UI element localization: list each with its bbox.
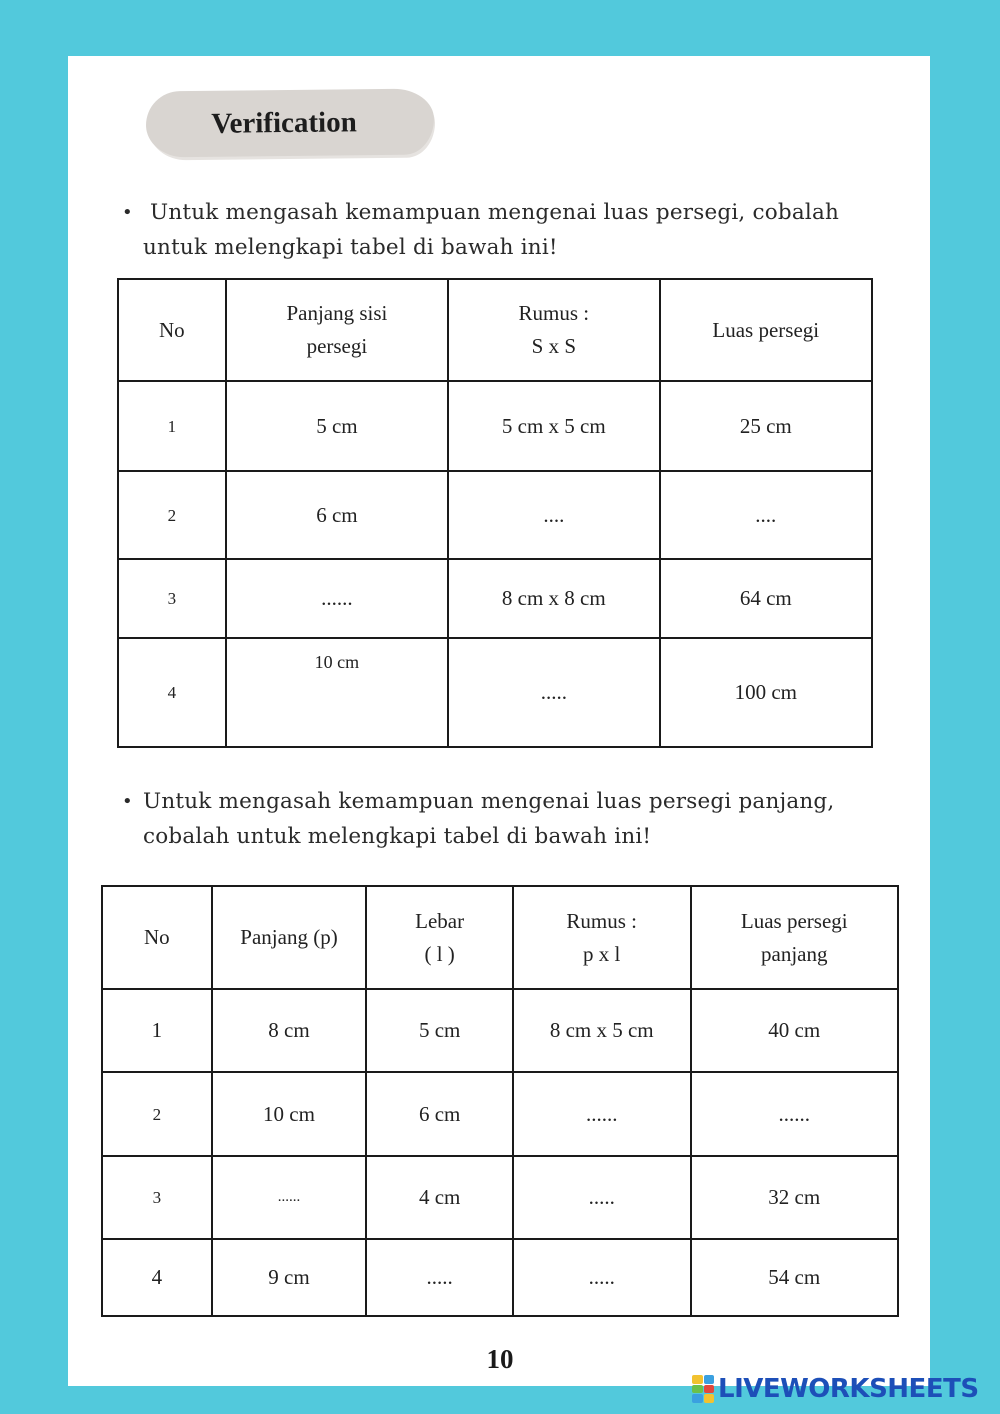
cell-no: 2 [102,1072,212,1156]
table-row [102,1156,898,1239]
cell-width: 5 cm [366,989,513,1072]
header-formula-line1: Rumus : [518,301,590,325]
header-width-line2: ( l ) [424,941,455,966]
table-row [118,559,872,638]
liveworksheets-watermark[interactable] [692,1374,979,1404]
table-row [102,989,898,1072]
answer-field-length[interactable]: ...... [212,1156,367,1239]
instruction-rectangle [122,784,882,854]
cell-length: 8 cm [212,989,367,1072]
cell-no: 1 [118,381,226,471]
bullet-icon: • [122,791,133,812]
header-area-line2: panjang [761,941,828,966]
instruction-line: Untuk mengasah kemampuan mengenai luas persegi panjang, [143,789,835,814]
table-row [102,1239,898,1316]
header-formula-line1: Rumus : [566,908,638,933]
header-width-line1: Lebar [415,908,465,933]
table-row [118,471,872,559]
table-row [118,381,872,471]
instruction-line: cobalah untuk melengkapi tabel di bawah ini! [143,824,652,849]
answer-field-side[interactable]: ...... [226,559,448,638]
cell-side: 6 cm [226,471,448,559]
cell-side: 5 cm [226,381,448,471]
header-area-line1: Luas persegi [740,908,848,933]
cell-area: 100 cm [660,638,872,747]
answer-field-area[interactable]: .... [660,471,872,559]
cell-formula: 5 cm x 5 cm [448,381,659,471]
header-no: No [102,886,212,989]
answer-field-formula[interactable]: ...... [513,1072,691,1156]
cell-side: 10 cm [226,638,448,747]
instruction-line: untuk melengkapi tabel di bawah ini! [143,235,558,260]
cell-length: 9 cm [212,1239,367,1316]
instruction-square [122,195,882,265]
header-area [691,886,899,989]
table-header-row [102,886,898,989]
table-row [118,638,872,747]
liveworksheets-logo-icon [692,1375,714,1403]
cell-no: 3 [102,1156,212,1239]
header-side-line2: persegi [306,334,368,358]
header-no: No [118,279,226,381]
cell-formula: 8 cm x 5 cm [513,989,691,1072]
cell-width: 4 cm [366,1156,513,1239]
cell-area: 64 cm [660,559,872,638]
answer-field-formula[interactable]: ..... [513,1156,691,1239]
cell-length: 10 cm [212,1072,367,1156]
header-formula [448,279,659,381]
answer-field-width[interactable]: ..... [366,1239,513,1316]
header-side [226,279,448,381]
rectangle-area-table [101,885,899,1317]
square-area-table [117,278,873,748]
answer-field-formula[interactable]: .... [448,471,659,559]
cell-formula: 8 cm x 8 cm [448,559,659,638]
bullet-icon: • [122,202,133,223]
watermark-text: LIVEWORKSHEETS [718,1374,979,1404]
page-number: 10 [486,1344,514,1374]
cell-no: 4 [102,1239,212,1316]
cell-area: 54 cm [691,1239,899,1316]
header-width [366,886,513,989]
cell-area: 25 cm [660,381,872,471]
answer-field-formula[interactable]: ..... [448,638,659,747]
header-formula-line2: S x S [531,334,576,358]
cell-no: 1 [102,989,212,1072]
verification-badge [146,88,435,157]
cell-no: 3 [118,559,226,638]
header-area: Luas persegi [660,279,872,381]
instruction-line: Untuk mengasah kemampuan mengenai luas persegi, cobalah [150,200,840,225]
answer-field-area[interactable]: ...... [691,1072,899,1156]
header-length: Panjang (p) [212,886,367,989]
cell-area: 40 cm [691,989,899,1072]
header-formula-line2: p x l [583,941,621,966]
cell-width: 6 cm [366,1072,513,1156]
header-side-line1: Panjang sisi [286,301,388,325]
cell-no: 2 [118,471,226,559]
table-row [102,1072,898,1156]
answer-field-formula[interactable]: ..... [513,1239,691,1316]
table-header-row [118,279,872,381]
header-formula [513,886,691,989]
cell-area: 32 cm [691,1156,899,1239]
cell-no: 4 [118,638,226,747]
badge-title: Verification [211,105,357,140]
